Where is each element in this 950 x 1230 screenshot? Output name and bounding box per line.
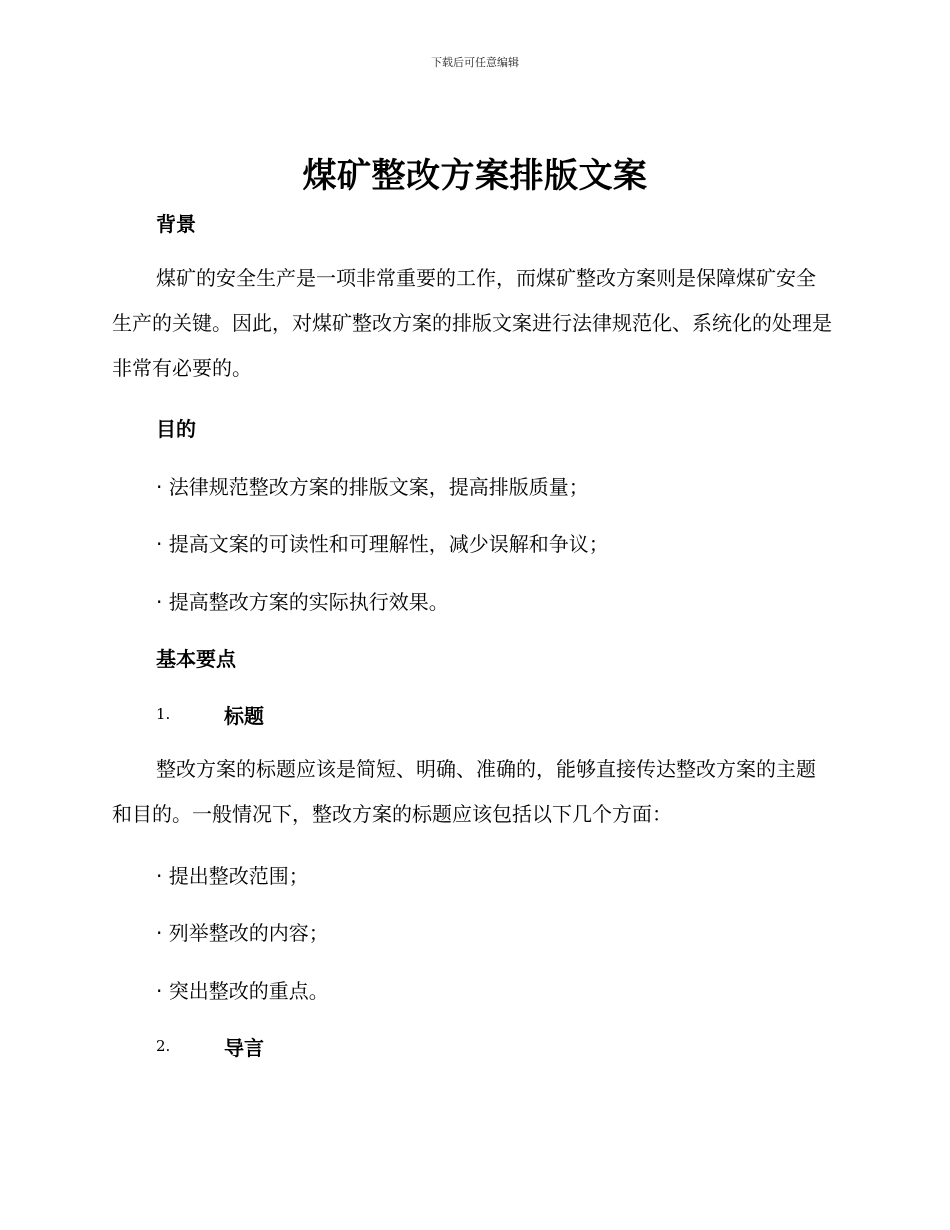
- title-paragraph-text: 整改方案的标题应该是简短、明确、准确的，能够直接传达整改方案的主题和目的。一般情况下，整改方案的标题应该包括以下几个方面：: [112, 757, 816, 826]
- purpose-bullet: · 提高文案的可读性和可理解性，减少误解和争议；: [156, 532, 609, 556]
- title-paragraph: [112, 747, 832, 837]
- background-paragraph-text: 煤矿的安全生产是一项非常重要的工作，而煤矿整改方案则是保障煤矿安全生产的关键。因此，对煤矿整改方案的排版文案进行法律规范化、系统化的处理是非常有必要的。: [112, 266, 832, 380]
- item-number: 1.: [156, 705, 171, 723]
- title-bullet: · 提出整改范围；: [156, 864, 309, 888]
- item-number: 2.: [156, 1037, 171, 1055]
- background-paragraph: [112, 256, 832, 391]
- section-heading-background: 背景: [156, 212, 196, 236]
- section-heading-purpose: 目的: [156, 417, 196, 441]
- item-title: 标题: [224, 704, 264, 728]
- purpose-bullet: · 法律规范整改方案的排版文案，提高排版质量；: [156, 475, 589, 499]
- document-title: 煤矿整改方案排版文案: [302, 156, 648, 196]
- title-bullet: · 列举整改的内容；: [156, 921, 329, 945]
- title-bullet: · 突出整改的重点。: [156, 979, 329, 1003]
- item-title: 导言: [224, 1036, 264, 1060]
- page-header: 下载后可任意编辑: [431, 56, 519, 69]
- section-heading-key-points: 基本要点: [156, 647, 236, 671]
- purpose-bullet: · 提高整改方案的实际执行效果。: [156, 590, 449, 614]
